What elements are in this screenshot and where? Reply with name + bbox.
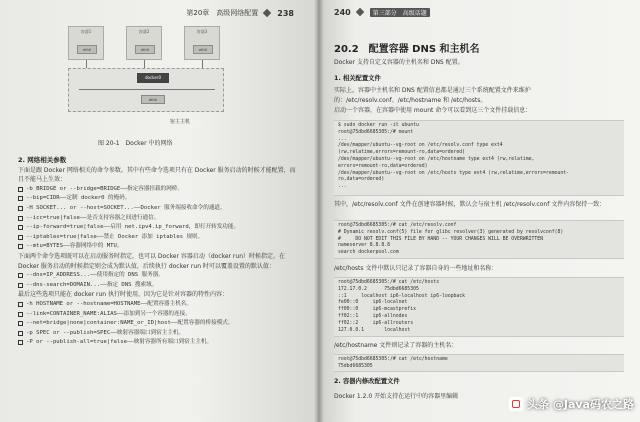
paragraph-3: 其中，/etc/resolv.conf 文件在创建容器时候，默认会与宿主机 /etc/resolv.conf 文件内容保持一致： bbox=[334, 201, 606, 208]
container-3-iface: eth0 bbox=[193, 45, 213, 54]
right-page-number: 240 bbox=[334, 8, 351, 17]
middle-paragraph: 下面两个命令选项既可以在启动服务时指定，也可以 Docker 容器启动（docker run）时候指定。在 Docker 服务启动的时候指定则会成为默认值，后续执行 docker run 时可以覆盖设置的默认值： bbox=[18, 252, 286, 270]
paragraph-1: 实际上，容器中主机名和 DNS 配置信息都是通过三个系统配置文件来维护的：/etc/resolv.conf、/etc/hostname 和 /etc/hosts。 bbox=[334, 87, 531, 104]
param-item: --bip=CIDR——定制 docker0 的掩码。 bbox=[18, 194, 296, 204]
paragraph-5: /etc/hostname 文件则记录了容器的主机名： bbox=[334, 342, 458, 349]
code-block-mount: $ sudo docker run -it ubuntu root@75dbd6685305:/# mount ... /dev/mapper/ubuntu--vg-root on /etc/resolv.conf type ext4 (rw,relatime,errors=remount-ro,data=ordered) /dev/mapper/ubuntu--vg-root on /etc/hostname type ext4 (rw,relatime, errors=remount-ro,data=ordered) /dev/mapper/ubuntu--vg-root on /etc/hosts type ext4 (rw,relatime,errors=remount- ro,data=ordered) ... bbox=[334, 120, 624, 196]
left-page-number: 238 bbox=[277, 8, 294, 18]
subheading-1: 1. 相关配置文件 bbox=[334, 75, 381, 82]
checkbox-icon bbox=[18, 312, 23, 317]
checkbox-icon bbox=[18, 331, 23, 336]
param-item: -P or --publish-all=true|false——映射容器所有端口到宿主主机。 bbox=[18, 338, 296, 348]
container-2-title: 容器2 bbox=[138, 29, 150, 34]
diamond-icon bbox=[263, 9, 272, 18]
param-item: -H SOCKET... or --host=SOCKET...——Docker 服务端接收命令的通道。 bbox=[18, 204, 296, 214]
container-2-iface: eth0 bbox=[135, 45, 155, 54]
host-iface-box: eth0 bbox=[141, 95, 165, 104]
left-page bbox=[0, 0, 318, 422]
bridge-line bbox=[79, 89, 215, 90]
checkbox-icon bbox=[18, 340, 23, 345]
right-running-head bbox=[334, 8, 430, 17]
container-3-title: 容器3 bbox=[196, 29, 208, 34]
checkbox-icon bbox=[18, 283, 23, 288]
checkbox-icon bbox=[18, 187, 23, 192]
intro-paragraph: 下面是跟 Docker 网络相关的命令参数。其中有些命令选项只有在 Docker 服务启动的时候才能配置，而且不能马上生效： bbox=[18, 166, 296, 184]
checkbox-icon bbox=[18, 235, 23, 240]
section-title: 20.2 配置容器 DNS 和主机名 bbox=[334, 44, 480, 55]
param-item: --icc=true|false——是否支持容器之间进行通信。 bbox=[18, 214, 296, 224]
subheading-2: 2. 容器内修改配置文件 bbox=[334, 378, 400, 385]
chapter-label: 第20章 高级网络配置 bbox=[186, 9, 259, 17]
param-item: --ip-forward=true|false——启用 net.ipv4.ip_forward，即打开转发功能。 bbox=[18, 223, 296, 233]
checkbox-icon bbox=[18, 273, 23, 278]
param-item: -h HOSTNAME or --hostname=HOSTNAME——配置容器主机名。 bbox=[18, 300, 296, 310]
checkbox-icon bbox=[18, 244, 23, 249]
code-block-hostname: root@75dbd6685305:/# cat /etc/hostname 75dbd6685305 bbox=[334, 354, 624, 372]
checkbox-icon bbox=[18, 216, 23, 221]
paragraph-4: /etc/hosts 文件中默认只记录了容器自身的一些地址和名称： bbox=[334, 265, 498, 272]
container-2-box bbox=[126, 26, 162, 60]
left-body bbox=[18, 156, 296, 348]
param-item: --iptables=true|false——禁止 Docker 添加 iptables 规则。 bbox=[18, 233, 296, 243]
diamond-icon bbox=[356, 8, 365, 17]
checkbox-icon bbox=[18, 225, 23, 230]
paragraph-2: 启动一个容器，在容器中使用 mount 命令可以看到这三个文件挂载信息： bbox=[334, 107, 532, 114]
left-running-head bbox=[186, 8, 294, 18]
bridge-box: docker0 bbox=[137, 73, 169, 83]
code-block-hosts: root@75dbd6685305:/# cat /etc/hosts 172.17.0.2 75dbd6685305 ::1 localhost ip6-localhost ip6-loopback fe00::0 ip6-localnet ff00::0 ip6-mcastprefix ff02::1 ip6-allnodes ff02::2 ip6-allrouters 127.0.0.1 localhost bbox=[334, 277, 624, 337]
part-label: 第三部分 高级话题 bbox=[370, 8, 430, 17]
watermark-text: 头条 @Java码农之路 bbox=[527, 398, 634, 411]
toutiao-logo-icon bbox=[509, 397, 523, 411]
param-item: --dns=IP_ADDRESS...——使用指定的 DNS 服务器。 bbox=[18, 271, 296, 281]
right-intro: Docker 支持自定义容器的主机名和 DNS 配置。 bbox=[334, 59, 464, 66]
container-1-box bbox=[68, 26, 104, 60]
checkbox-icon bbox=[18, 196, 23, 201]
last-paragraph: 最后这些选项只能在 docker run 执行时使用，因为它是针对容器的特性内容： bbox=[18, 291, 228, 299]
watermark bbox=[509, 396, 634, 412]
paragraph-6: Docker 1.2.0 开始支持在运行中的容器里编辑 bbox=[334, 393, 459, 400]
checkbox-icon bbox=[18, 302, 23, 307]
container-1-iface: eth0 bbox=[77, 45, 97, 54]
network-diagram bbox=[60, 22, 230, 134]
code-block-resolv: root@75dbd6685305:/# cat /etc/resolv.conf # Dynamic resolv.conf(5) file for glibc resolver(3) generated by resolvconf(8) # DO NOT EDIT THIS FILE BY HAND -- YOUR CHANGES WILL BE OVERWRITTEN nameserver 8.8.8.8 search dockerpool.com bbox=[334, 220, 624, 259]
host-area bbox=[68, 68, 224, 112]
host-caption: 宿主主机 bbox=[170, 119, 191, 125]
param-item: --link=CONTAINER_NAME:ALIAS——添加到另一个容器的连接。 bbox=[18, 310, 296, 320]
param-item: -p SPEC or --publish=SPEC——映射容器端口到宿主主机。 bbox=[18, 329, 296, 339]
right-page bbox=[318, 0, 640, 422]
book-gutter bbox=[314, 0, 324, 422]
checkbox-icon bbox=[18, 206, 23, 211]
param-item: --mtu=BYTES——容器网络中的 MTU。 bbox=[18, 242, 296, 252]
checkbox-icon bbox=[18, 321, 23, 326]
section-heading: 2. 网络相关参数 bbox=[18, 156, 67, 164]
figure-caption: 图 20-1 Docker 中的网络 bbox=[98, 140, 173, 147]
container-3-box bbox=[184, 26, 220, 60]
param-item: -b BRIDGE or --bridge=BRIDGE——指定容器挂载的网桥。 bbox=[18, 185, 296, 195]
param-item: --dns-search=DOMAIN...——指定 DNS 搜索域。 bbox=[18, 281, 296, 291]
param-item: --net=bridge|none|container:NAME_or_ID|host——配置容器的桥接模式。 bbox=[18, 319, 296, 329]
container-1-title: 容器1 bbox=[80, 29, 92, 34]
